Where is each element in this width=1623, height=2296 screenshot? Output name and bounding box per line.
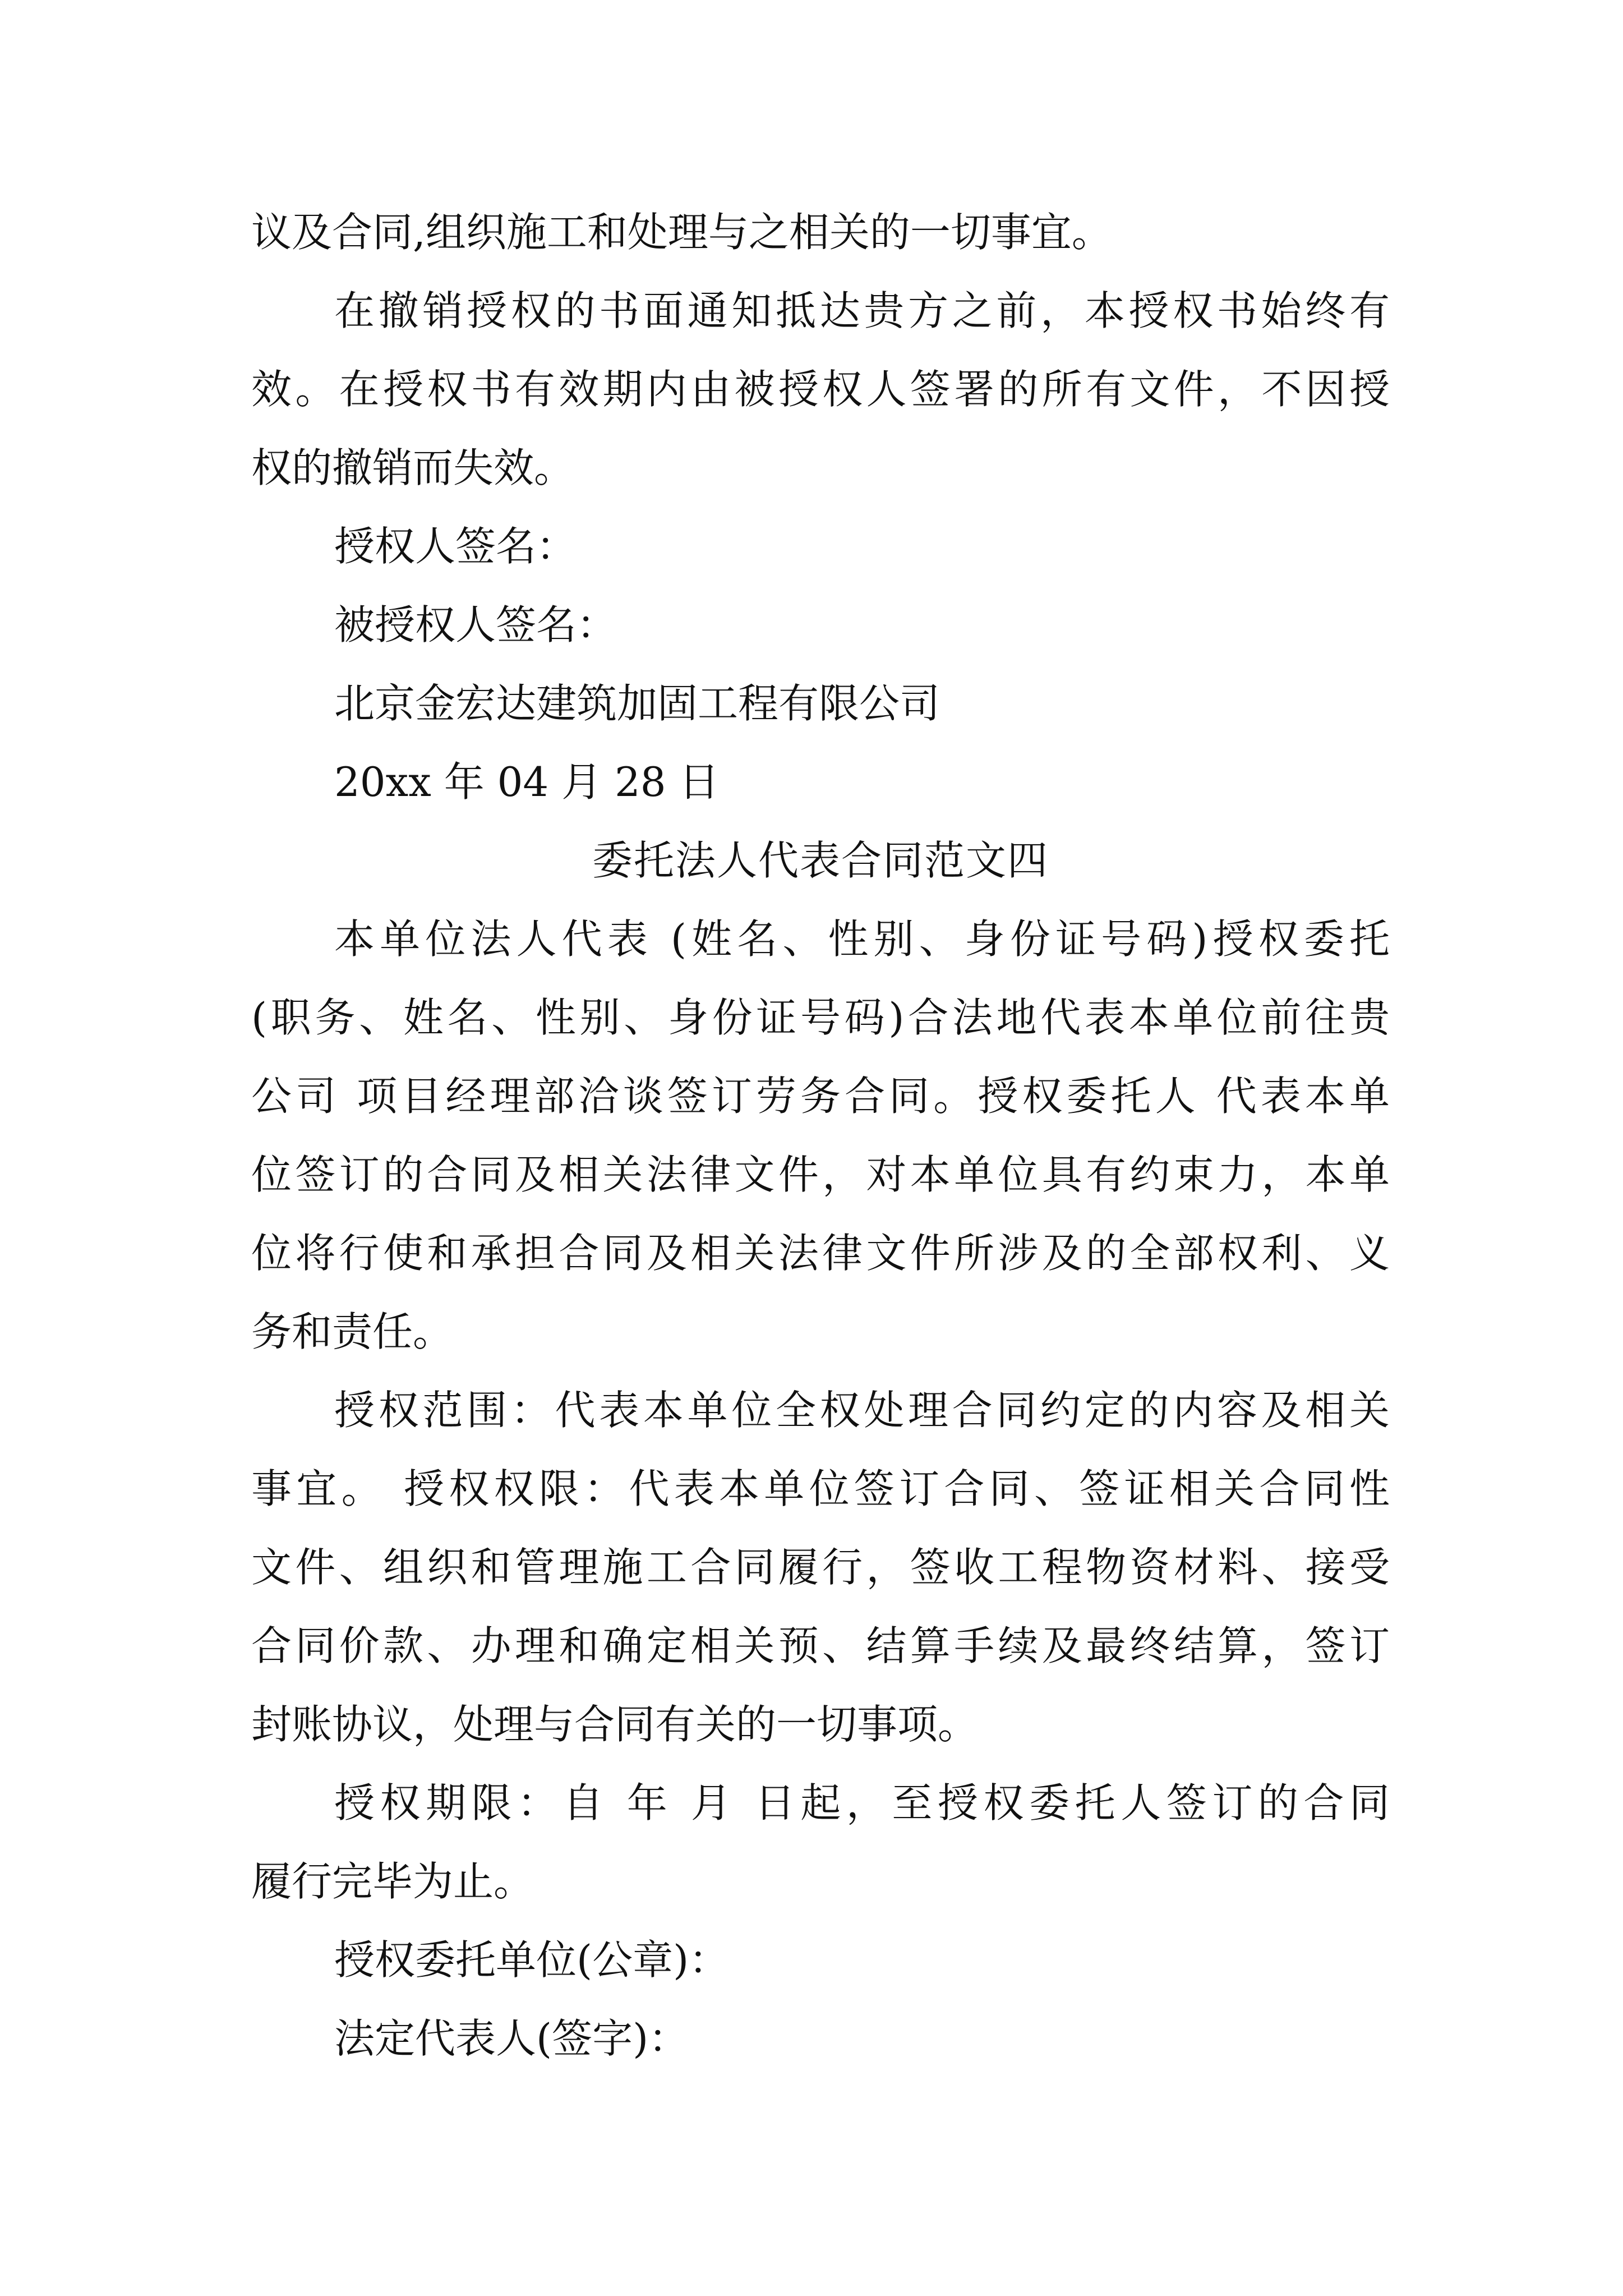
paragraph-line: 事宜。 授权权限：代表本单位签订合同、签证相关合同性 xyxy=(251,1465,1390,1512)
paragraph-line: 务和责任。 xyxy=(251,1308,454,1355)
paragraph-line: 文件、组织和管理施工合同履行，签收工程物资材料、接受 xyxy=(251,1544,1390,1591)
legal-representative-signature-label: 法定代表人(签字)： xyxy=(334,2015,689,2062)
authorized-signature-label: 被授权人签名： xyxy=(334,601,617,648)
paragraph-line: 合同价款、办理和确定相关预、结算手续及最终结算，签订 xyxy=(251,1622,1390,1669)
paragraph-line: 授权期限：自 年 月 日起，至授权委托人签订的合同 xyxy=(334,1779,1390,1826)
paragraph-line: (职务、姓名、性别、身份证号码)合法地代表本单位前往贵 xyxy=(251,994,1390,1041)
document-body xyxy=(251,193,1390,2078)
paragraph-line: 本单位法人代表 (姓名、性别、身份证号码)授权委托 xyxy=(334,915,1390,963)
paragraph-line: 履行完毕为止。 xyxy=(251,1858,534,1905)
paragraph-line: 议及合同,组织施工和处理与之相关的一切事宜。 xyxy=(251,209,1112,256)
section-title: 委托法人代表合同范文四 xyxy=(592,837,1049,884)
paragraph-line: 权的撤销而失效。 xyxy=(251,444,575,491)
paragraph-line: 位签订的合同及相关法律文件，对本单位具有约束力，本单 xyxy=(251,1151,1390,1198)
paragraph-line: 封账协议，处理与合同有关的一切事项。 xyxy=(251,1701,979,1748)
company-name: 北京金宏达建筑加固工程有限公司 xyxy=(334,680,940,727)
authorizer-signature-label: 授权人签名： xyxy=(334,523,577,570)
paragraph-line: 在撤销授权的书面通知抵达贵方之前，本授权书始终有 xyxy=(334,287,1390,334)
paragraph-line: 授权范围：代表本单位全权处理合同约定的内容及相关 xyxy=(334,1387,1390,1434)
paragraph-line: 效。在授权书有效期内由被授权人签署的所有文件，不因授 xyxy=(251,366,1390,413)
seal-label: 授权委托单位(公章)： xyxy=(334,1936,730,1984)
paragraph-line: 公司 项目经理部洽谈签订劳务合同。授权委托人 代表本单 xyxy=(251,1073,1390,1120)
paragraph-line: 位将行使和承担合同及相关法律文件所涉及的全部权利、义 xyxy=(251,1230,1390,1277)
document-date: 20xx 年 04 月 28 日 xyxy=(334,758,720,806)
